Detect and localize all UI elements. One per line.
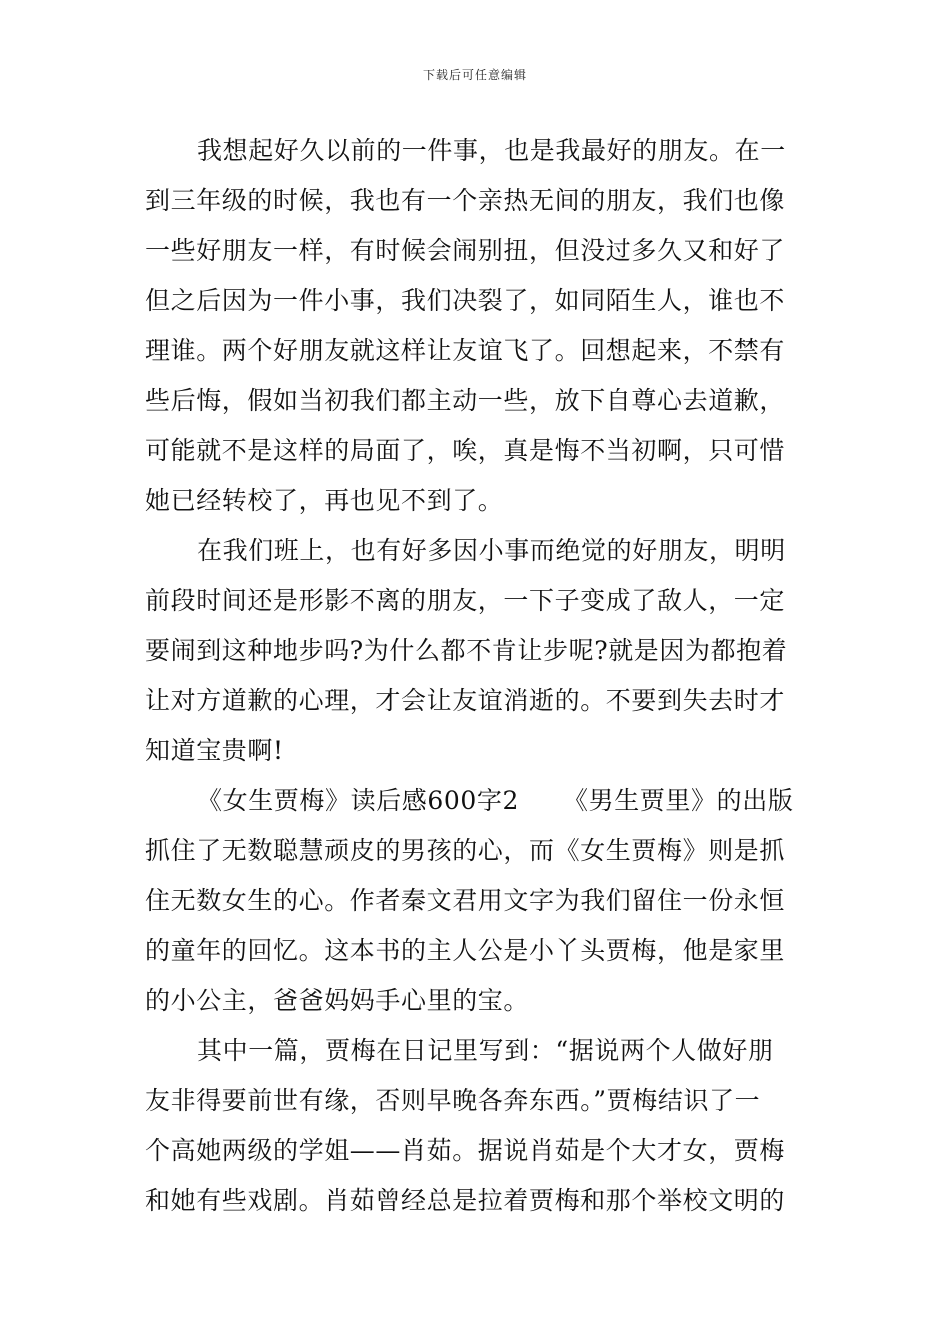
text-line: 知道宝贵啊! — [145, 736, 284, 765]
text-line: 在我们班上，也有好多因小事而绝觉的好朋友，明明 — [197, 536, 786, 565]
page-header: 下载后可任意编辑 — [422, 68, 527, 82]
text-line: 我想起好久以前的一件事，也是我最好的朋友。在一 — [197, 136, 786, 165]
text-line: 一些好朋友一样，有时候会闹别扭，但没过多久又和好了 — [145, 236, 786, 265]
document-body — [145, 126, 810, 1226]
paragraph-4 — [145, 1026, 810, 1226]
text-line: 前段时间还是形影不离的朋友，一下子变成了敌人，一定 — [145, 586, 786, 615]
text-line: 个高她两级的学姐——肖茹。据说肖茹是个大才女，贾梅 — [145, 1136, 786, 1165]
text-line: 理谁。两个好朋友就这样让友谊飞了。回想起来，不禁有 — [145, 336, 786, 365]
text-line: 其中一篇，贾梅在日记里写到：“据说两个人做好朋 — [197, 1036, 774, 1065]
text-line: 她已经转校了，再也见不到了。 — [145, 486, 504, 515]
text-line: 抓住了无数聪慧顽皮的男孩的心，而《女生贾梅》则是抓 — [145, 836, 786, 865]
text-line: 的小公主，爸爸妈妈手心里的宝。 — [145, 986, 530, 1015]
text-line: 友非得要前世有缘，否则早晚各奔东西。”贾梅结识了一 — [145, 1086, 761, 1115]
section-title: 《女生贾梅》读后感600字2 — [197, 786, 520, 815]
text-line: 的童年的回忆。这本书的主人公是小丫头贾梅，他是家里 — [145, 936, 786, 965]
text-line: 住无数女生的心。作者秦文君用文字为我们留住一份永恒 — [145, 886, 786, 915]
text-line: 要闹到这种地步吗?为什么都不肯让步呢?就是因为都抱着 — [145, 636, 788, 665]
paragraph-2 — [145, 526, 810, 776]
paragraph-1 — [145, 126, 810, 526]
paragraph-3 — [145, 776, 810, 1026]
text-line — [145, 776, 810, 826]
text-line: 和她有些戏剧。肖茹曾经总是拉着贾梅和那个举校文明的 — [145, 1186, 786, 1215]
section-first-line: 《男生贾里》的出版 — [563, 786, 794, 815]
text-line: 些后悔，假如当初我们都主动一些，放下自尊心去道歉， — [145, 386, 786, 415]
text-line: 让对方道歉的心理，才会让友谊消逝的。不要到失去时才 — [145, 686, 786, 715]
text-line: 可能就不是这样的局面了，唉，真是悔不当初啊，只可惜 — [145, 436, 786, 465]
text-line: 到三年级的时候，我也有一个亲热无间的朋友，我们也像 — [145, 186, 786, 215]
text-line: 但之后因为一件小事，我们决裂了，如同陌生人，谁也不 — [145, 286, 786, 315]
